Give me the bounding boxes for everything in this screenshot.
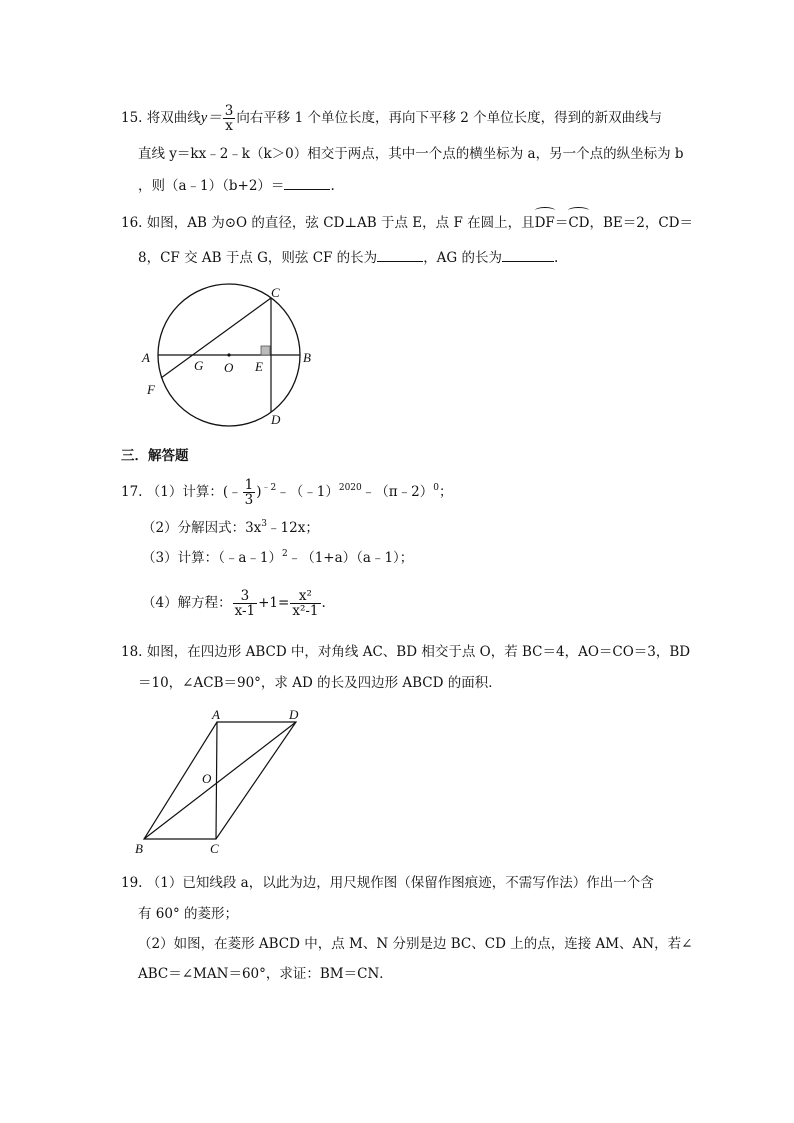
q16-number: 16. — [121, 215, 143, 231]
q15-y-eq: y＝ — [200, 110, 222, 126]
label-d: D — [271, 412, 281, 427]
center-point — [227, 353, 230, 356]
q17-part4: （4）解方程： $\frac{3}{x-1}$ +1= $\frac{\text{x²}}{\text{x²-1}}$ . — [142, 588, 326, 619]
q16-arc-cd: CD — [568, 215, 590, 231]
q15-text-a: 将双曲线 — [146, 110, 201, 126]
label-b: B — [135, 841, 143, 856]
label-d: D — [289, 707, 299, 722]
q17-part3: （3）计算：（﹣a﹣1）$^2$﹣（1+a）（a﹣1）； — [142, 549, 414, 566]
q17-eq-fraction-2: $\frac{\text{x²}}{\text{x²-1}}$ — [292, 588, 319, 619]
q15-line1 — [121, 104, 662, 133]
q17-eq-fraction-1: $\frac{3}{x-1}$ — [234, 588, 256, 619]
q15-answer-blank[interactable] — [284, 175, 330, 190]
q19-line2: 有 60° 的菱形； — [138, 906, 239, 922]
q19-line3: （2）如图，在菱形 ABCD 中，点 M、N 分别是边 BC、CD 上的点，连接 AM、AN，若∠ — [138, 936, 693, 952]
label-c: C — [210, 841, 219, 856]
q18-number: 18. — [121, 644, 143, 660]
label-o: O — [202, 771, 212, 786]
q17-part2: （2）分解因式：$3x^3﹣12x$； — [142, 519, 319, 536]
label-e: E — [255, 359, 263, 374]
q16-line1: 16. 如图，AB 为⊙O 的直径，弦 CD⊥AB 于点 E，点 F 在圆上，且DF＝CD，BE＝2，CD＝ — [121, 215, 693, 231]
label-g: G — [194, 358, 204, 373]
q19-number: 19. — [121, 875, 143, 891]
q15-line3: ，则（a﹣1）（b+2）＝ . — [138, 175, 335, 196]
right-angle-mark — [261, 346, 270, 355]
diagonal-ac — [216, 722, 217, 839]
q18-quadrilateral-figure — [130, 700, 320, 865]
q17-fraction: $\frac{1}{3}$ — [244, 477, 254, 508]
label-f: F — [147, 382, 155, 397]
label-o: O — [224, 360, 234, 375]
diagonal-bd — [144, 722, 296, 839]
q19-line4: ABC＝∠MAN＝60°，求证：BM＝CN． — [138, 966, 393, 982]
q17-number: 17. — [121, 484, 143, 500]
q15-fraction: $\frac{3}{x}$ — [224, 103, 234, 134]
label-a: A — [212, 707, 220, 722]
q18-line2: ＝10，∠ACB＝90°，求 AD 的长及四边形 ABCD 的面积． — [138, 675, 502, 691]
q16-arc-df: DF — [534, 215, 555, 231]
q16-answer-blank-1[interactable] — [377, 247, 423, 262]
q18-line1: 18. 如图，在四边形 ABCD 中，对角线 AC、BD 相交于点 O，若 BC＝4，AO＝CO＝3，BD — [121, 644, 691, 660]
label-a: A — [142, 350, 150, 365]
q16-line2: 8，CF 交 AB 于点 G，则弦 CF 的长为 ，AG 的长为 . — [138, 247, 558, 268]
section-title: 三．解答题 — [121, 448, 189, 464]
label-c: C — [271, 285, 280, 300]
q15-line2: 直线 y＝kx﹣2﹣k（k＞0）相交于两点，其中一个点的横坐标为 a，另一个点的纵坐标为 b — [138, 146, 684, 162]
q16-circle-figure — [130, 280, 330, 430]
q19-line1: 19. （1）已知线段 a，以此为边，用尺规作图（保留作图痕迹，不需写作法）作出一个含 — [121, 875, 654, 891]
label-b: B — [303, 350, 311, 365]
q17-part1: 17. （1）计算：(﹣ $\frac{1}{3}$ )$^{﹣2}$﹣（﹣1）$^{2020}$﹣（π﹣2）$^0$； — [121, 477, 453, 508]
q16-answer-blank-2[interactable] — [502, 247, 554, 262]
q15-text-b: 向右平移 1 个单位长度，再向下平移 2 个单位长度，得到的新双曲线与 — [236, 110, 663, 126]
q15-number: 15. — [121, 110, 143, 126]
